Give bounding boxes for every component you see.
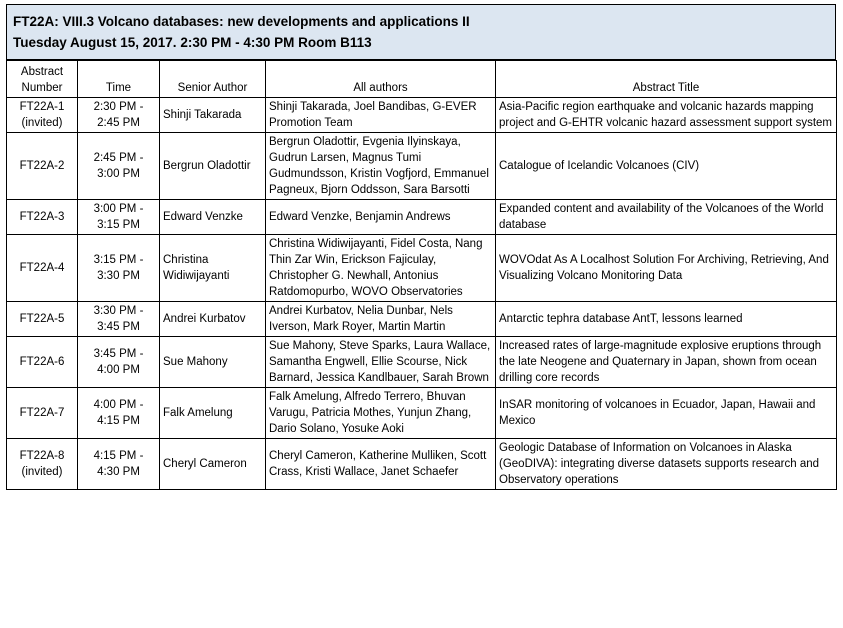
abstract-title: Expanded content and availability of the Volcanoes of the World database bbox=[496, 200, 837, 235]
abstract-title: Catalogue of Icelandic Volcanoes (CIV) bbox=[496, 133, 837, 200]
table-row bbox=[7, 133, 837, 200]
time-slot: 3:45 PM - 4:00 PM bbox=[78, 337, 160, 388]
abstract-title: Asia-Pacific region earthquake and volcanic hazards mapping project and G-EHTR volcanic hazard assessment support system bbox=[496, 98, 837, 133]
column-header-abstract-title: Abstract Title bbox=[496, 61, 837, 98]
time-slot: 2:45 PM - 3:00 PM bbox=[78, 133, 160, 200]
time-slot: 4:00 PM - 4:15 PM bbox=[78, 388, 160, 439]
abstract-title: Antarctic tephra database AntT, lessons learned bbox=[496, 302, 837, 337]
table-row bbox=[7, 302, 837, 337]
session-header bbox=[6, 4, 836, 60]
abstract-title: InSAR monitoring of volcanoes in Ecuador, Japan, Hawaii and Mexico bbox=[496, 388, 837, 439]
time-slot: 2:30 PM - 2:45 PM bbox=[78, 98, 160, 133]
all-authors: Cheryl Cameron, Katherine Mulliken, Scott Crass, Kristi Wallace, Janet Schaefer bbox=[266, 439, 496, 490]
session-datetime-room: Tuesday August 15, 2017. 2:30 PM - 4:30 PM Room B113 bbox=[13, 35, 372, 50]
senior-author: Shinji Takarada bbox=[160, 98, 266, 133]
senior-author: Cheryl Cameron bbox=[160, 439, 266, 490]
abstract-number: FT22A-1 (invited) bbox=[7, 98, 78, 133]
senior-author: Edward Venzke bbox=[160, 200, 266, 235]
abstract-number: FT22A-4 bbox=[7, 235, 78, 302]
table-row bbox=[7, 388, 837, 439]
abstract-number: FT22A-2 bbox=[7, 133, 78, 200]
table-row bbox=[7, 439, 837, 490]
abstract-number: FT22A-5 bbox=[7, 302, 78, 337]
time-slot: 4:15 PM - 4:30 PM bbox=[78, 439, 160, 490]
senior-author: Bergrun Oladottir bbox=[160, 133, 266, 200]
abstract-title: Increased rates of large-magnitude explosive eruptions through the late Neogene and Quaternary in Japan, shown from ocean drilling core records bbox=[496, 337, 837, 388]
table-row bbox=[7, 200, 837, 235]
all-authors: Bergrun Oladottir, Evgenia Ilyinskaya, Gudrun Larsen, Magnus Tumi Gudmundsson, Kristin Vogfjord, Emmanuel Pagneux, Bjorn Oddsson, Sara Barsotti bbox=[266, 133, 496, 200]
senior-author: Falk Amelung bbox=[160, 388, 266, 439]
schedule-sheet bbox=[6, 4, 836, 490]
abstract-number: FT22A-8 (invited) bbox=[7, 439, 78, 490]
all-authors: Edward Venzke, Benjamin Andrews bbox=[266, 200, 496, 235]
table-row bbox=[7, 235, 837, 302]
all-authors: Christina Widiwijayanti, Fidel Costa, Nang Thin Zar Win, Erickson Fajiculay, Christopher G. Newhall, Antonius Ratdomopurbo, WOVO Observatories bbox=[266, 235, 496, 302]
column-header-all-authors: All authors bbox=[266, 61, 496, 98]
table-row bbox=[7, 337, 837, 388]
abstract-number: FT22A-7 bbox=[7, 388, 78, 439]
abstracts-table bbox=[6, 60, 837, 490]
abstract-number: FT22A-6 bbox=[7, 337, 78, 388]
column-header-abstract-number: Abstract Number bbox=[7, 61, 78, 98]
senior-author: Sue Mahony bbox=[160, 337, 266, 388]
all-authors: Sue Mahony, Steve Sparks, Laura Wallace, Samantha Engwell, Ellie Scourse, Nick Barnard, Jessica Kandlbauer, Sarah Brown bbox=[266, 337, 496, 388]
session-title: FT22A: VIII.3 Volcano databases: new developments and applications II bbox=[13, 14, 470, 29]
table-row bbox=[7, 98, 837, 133]
time-slot: 3:00 PM - 3:15 PM bbox=[78, 200, 160, 235]
time-slot: 3:30 PM - 3:45 PM bbox=[78, 302, 160, 337]
abstract-title: Geologic Database of Information on Volcanoes in Alaska (GeoDIVA): integrating diverse datasets supports research and Observatory operations bbox=[496, 439, 837, 490]
all-authors: Andrei Kurbatov, Nelia Dunbar, Nels Iverson, Mark Royer, Martin Martin bbox=[266, 302, 496, 337]
all-authors: Shinji Takarada, Joel Bandibas, G-EVER Promotion Team bbox=[266, 98, 496, 133]
abstract-number: FT22A-3 bbox=[7, 200, 78, 235]
time-slot: 3:15 PM - 3:30 PM bbox=[78, 235, 160, 302]
abstract-title: WOVOdat As A Localhost Solution For Archiving, Retrieving, And Visualizing Volcano Monitoring Data bbox=[496, 235, 837, 302]
column-header-senior-author: Senior Author bbox=[160, 61, 266, 98]
all-authors: Falk Amelung, Alfredo Terrero, Bhuvan Varugu, Patricia Mothes, Yunjun Zhang, Dario Solano, Yosuke Aoki bbox=[266, 388, 496, 439]
senior-author: Andrei Kurbatov bbox=[160, 302, 266, 337]
column-header-time: Time bbox=[78, 61, 160, 98]
senior-author: Christina Widiwijayanti bbox=[160, 235, 266, 302]
table-header-row bbox=[7, 61, 837, 98]
